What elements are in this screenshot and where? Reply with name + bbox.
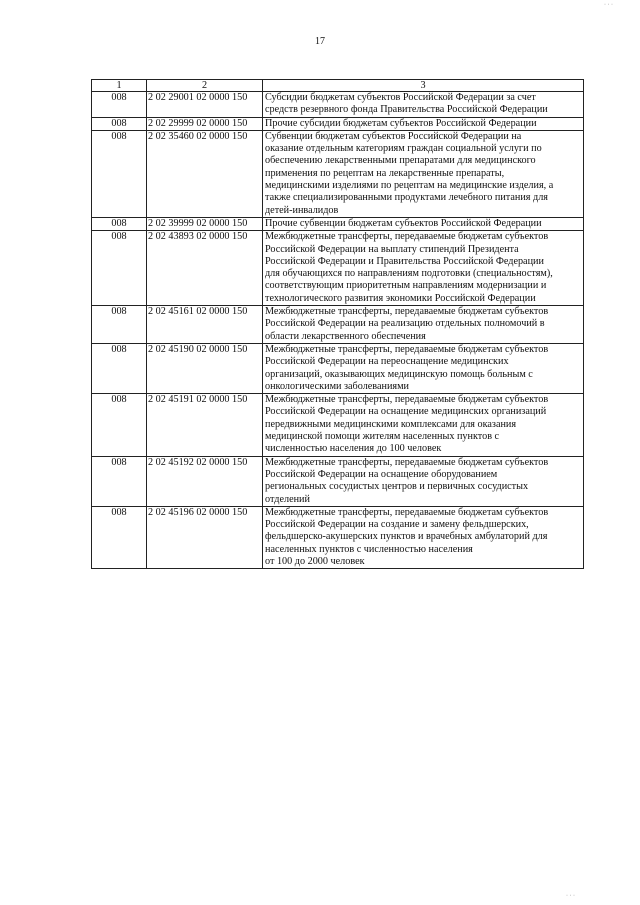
admin-code-cell: 008 [92, 117, 147, 130]
column-header-1: 1 [92, 80, 147, 92]
revenue-code-cell: 2 02 45192 02 0000 150 [147, 456, 263, 506]
admin-code-cell: 008 [92, 394, 147, 456]
table-row [92, 217, 584, 230]
table-row [92, 92, 584, 118]
description-line: Межбюджетные трансферты, передаваемые бюджетам субъектов [265, 456, 549, 468]
table-header-row [92, 80, 584, 92]
description-line: от 100 до 2000 человек [265, 555, 365, 567]
revenue-code-cell: 2 02 45161 02 0000 150 [147, 306, 263, 344]
description-line: Российской Федерации на оснащение оборудованием [265, 468, 498, 480]
description-line: Межбюджетные трансферты, передаваемые бюджетам субъектов [265, 394, 549, 406]
description-line: организаций, оказывающих медицинскую помощь больным с [265, 368, 533, 380]
description-line: численностью населения до 100 человек [265, 443, 442, 455]
revenue-code-cell: 2 02 45191 02 0000 150 [147, 394, 263, 456]
revenue-code-cell: 2 02 29001 02 0000 150 [147, 92, 263, 118]
table-row [92, 506, 584, 568]
description-line: Российской Федерации на создание и замену фельдшерских, [265, 519, 529, 531]
description-line: оказание отдельным категориям граждан социальной услуги по [265, 143, 542, 155]
admin-code-cell: 008 [92, 343, 147, 393]
column-header-2: 2 [147, 80, 263, 92]
description-line: применения по рецептам на лекарственные препараты, [265, 167, 505, 179]
table-row [92, 343, 584, 393]
description-line: онкологическими заболеваниями [265, 380, 409, 392]
description-line: Российской Федерации на реализацию отдельных полномочий в [265, 318, 545, 330]
revenue-code-cell: 2 02 45196 02 0000 150 [147, 506, 263, 568]
description-line: Российской Федерации и Правительства Российской Федерации [265, 255, 544, 267]
table-row [92, 456, 584, 506]
description-line: Субсидии бюджетам субъектов Российской Федерации за счет [265, 92, 536, 103]
description-cell [263, 217, 584, 230]
description-cell [263, 456, 584, 506]
description-line: также специализированными продуктами лечебного питания для [265, 192, 548, 204]
admin-code-cell: 008 [92, 130, 147, 217]
description-line: медицинскими изделиями по рецептам на медицинские изделия, а [265, 180, 554, 192]
description-cell [263, 343, 584, 393]
description-cell [263, 92, 584, 118]
revenue-code-cell: 2 02 29999 02 0000 150 [147, 117, 263, 130]
description-line: населенных пунктов с численностью населения [265, 543, 473, 555]
description-cell [263, 506, 584, 568]
table-row [92, 130, 584, 217]
revenue-code-cell: 2 02 35460 02 0000 150 [147, 130, 263, 217]
description-cell [263, 306, 584, 344]
table-row [92, 394, 584, 456]
revenue-code-cell: 2 02 45190 02 0000 150 [147, 343, 263, 393]
admin-code-cell: 008 [92, 456, 147, 506]
description-line: обеспечению лекарственными препаратами для медицинского [265, 155, 536, 167]
description-line: Субвенции бюджетам субъектов Российской Федерации на [265, 130, 522, 142]
description-line: Межбюджетные трансферты, передаваемые бюджетам субъектов [265, 343, 549, 355]
page-number: 17 [315, 36, 325, 47]
description-line: медицинской помощи жителям населенных пунктов с [265, 431, 500, 443]
admin-code-cell: 008 [92, 217, 147, 230]
description-line: Прочие субсидии бюджетам субъектов Российской Федерации [265, 117, 537, 129]
description-line: детей-инвалидов [265, 204, 339, 216]
description-line: для обучающихся по направлениям подготовки (специальностям), [265, 268, 553, 280]
description-line: Российской Федерации на оснащение медицинских организаций [265, 406, 547, 418]
table-row [92, 306, 584, 344]
scan-artifact-top: · · · [604, 2, 613, 8]
description-cell [263, 117, 584, 130]
admin-code-cell: 008 [92, 231, 147, 306]
description-cell [263, 394, 584, 456]
revenue-code-cell: 2 02 39999 02 0000 150 [147, 217, 263, 230]
description-line: технологического развития экономики Российской Федерации [265, 292, 536, 304]
table-body [92, 92, 584, 569]
description-line: средств резервного фонда Правительства Российской Федерации [265, 104, 548, 116]
admin-code-cell: 008 [92, 506, 147, 568]
description-line: соответствующим приоритетным направлениям модернизации и [265, 280, 547, 292]
description-line: передвижными медицинскими комплексами для оказания [265, 418, 517, 430]
description-line: Российской Федерации на выплату стипендий Президента [265, 243, 519, 255]
description-line: Прочие субвенции бюджетам субъектов Российской Федерации [265, 217, 542, 229]
table-row [92, 231, 584, 306]
admin-code-cell: 008 [92, 92, 147, 118]
admin-code-cell: 008 [92, 306, 147, 344]
description-line: Российской Федерации на переоснащение медицинских [265, 356, 509, 368]
column-header-3: 3 [263, 80, 584, 92]
description-line: Межбюджетные трансферты, передаваемые бюджетам субъектов [265, 506, 549, 518]
description-line: региональных сосудистых центров и первичных сосудистых [265, 481, 529, 493]
table-row [92, 117, 584, 130]
scan-artifact-bottom: · · · [566, 893, 575, 899]
description-line: отделений [265, 493, 310, 505]
revenue-codes-table [91, 79, 584, 569]
description-cell [263, 231, 584, 306]
description-line: Межбюджетные трансферты, передаваемые бюджетам субъектов [265, 231, 549, 243]
description-line: фельдшерско-акушерских пунктов и врачебных амбулаторий для [265, 531, 548, 543]
description-cell [263, 130, 584, 217]
revenue-code-cell: 2 02 43893 02 0000 150 [147, 231, 263, 306]
description-line: Межбюджетные трансферты, передаваемые бюджетам субъектов [265, 306, 549, 318]
description-line: области лекарственного обеспечения [265, 330, 426, 342]
